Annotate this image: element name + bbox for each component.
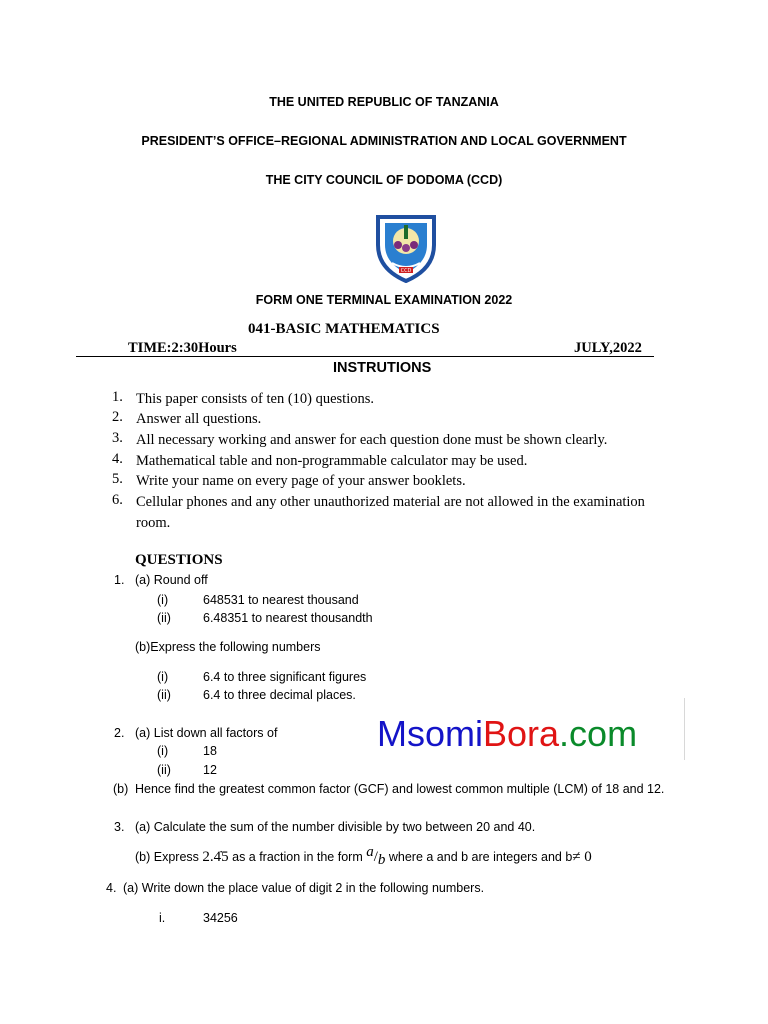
sub-item-text: 648531 to nearest thousand bbox=[203, 593, 359, 607]
instruction-text: All necessary working and answer for each question done must be shown clearly. bbox=[136, 432, 608, 448]
header-line-2: PRESIDENT’S OFFICE–REGIONAL ADMINISTRATION AND LOCAL GOVERNMENT bbox=[141, 134, 627, 148]
sub-item-text: 12 bbox=[203, 763, 217, 777]
msomibora-watermark bbox=[377, 712, 637, 764]
instructions-heading: INSTRUTIONS bbox=[333, 360, 432, 376]
fraction-numerator: a bbox=[366, 844, 374, 860]
roman-numeral: (i) bbox=[157, 744, 169, 758]
header-line-1: THE UNITED REPUBLIC OF TANZANIA bbox=[269, 95, 499, 109]
q3b-middle: as a fraction in the form bbox=[228, 850, 367, 864]
sub-item-text: 18 bbox=[203, 744, 217, 758]
question-part-label: (b) bbox=[113, 782, 129, 796]
questions-heading: QUESTIONS bbox=[135, 552, 223, 568]
not-equal-zero: ≠ 0 bbox=[572, 849, 592, 865]
logo-text: CCD bbox=[400, 268, 412, 274]
header-rule bbox=[76, 356, 654, 357]
roman-numeral: (ii) bbox=[157, 763, 171, 777]
question-part: (a) Round off bbox=[135, 573, 208, 587]
sub-item-text: 6.48351 to nearest thousandth bbox=[203, 611, 373, 625]
question-part: (a) Write down the place value of digit 2 in the following numbers. bbox=[123, 881, 485, 895]
question-part: (a) Calculate the sum of the number divisible by two between 20 and 40. bbox=[135, 820, 536, 834]
watermark-part-1: Msomi bbox=[377, 713, 483, 754]
exam-date: JULY,2022 bbox=[574, 340, 642, 356]
watermark-part-3: .com bbox=[559, 713, 638, 754]
question-number: 3. bbox=[114, 820, 125, 834]
sub-item-text: 34256 bbox=[203, 911, 238, 925]
roman-numeral: (ii) bbox=[157, 611, 171, 625]
instruction-number: 6. bbox=[112, 492, 123, 508]
exam-title: FORM ONE TERMINAL EXAMINATION 2022 bbox=[255, 293, 513, 307]
roman-numeral: i. bbox=[159, 911, 166, 925]
instruction-number: 1. bbox=[112, 389, 123, 405]
instruction-text: Cellular phones and any other unauthorized material are not allowed in the examination room. bbox=[136, 494, 645, 531]
watermark-divider bbox=[684, 698, 685, 760]
question-number: 1. bbox=[114, 573, 125, 587]
instruction-number: 5. bbox=[112, 471, 123, 487]
watermark-part-2: Bora bbox=[483, 713, 560, 754]
sub-item-text: 6.4 to three decimal places. bbox=[203, 688, 356, 702]
question-part: (b)Express the following numbers bbox=[135, 640, 321, 654]
instruction-number: 3. bbox=[112, 430, 123, 446]
q3b-prefix: (b) Express bbox=[135, 850, 203, 864]
instruction-text: Answer all questions. bbox=[136, 411, 262, 427]
q3b-suffix: where a and b are integers and b bbox=[385, 850, 573, 864]
instruction-number: 4. bbox=[112, 451, 123, 467]
header-line-3: THE CITY COUNCIL OF DODOMA (CCD) bbox=[265, 173, 503, 187]
roman-numeral: (i) bbox=[157, 670, 169, 684]
instruction-text: Mathematical table and non-programmable calculator may be used. bbox=[136, 453, 528, 469]
question-number: 2. bbox=[114, 726, 125, 740]
question-part: Hence find the greatest common factor (GCF) and lowest common multiple (LCM) of 18 and 12. bbox=[135, 782, 665, 796]
question-number: 4. bbox=[106, 881, 117, 895]
instruction-text: Write your name on every page of your answer booklets. bbox=[136, 473, 466, 489]
question-part-3b bbox=[135, 844, 592, 868]
roman-numeral: (i) bbox=[157, 593, 169, 607]
recurring-decimal: 2.4̇5 bbox=[202, 849, 229, 865]
question-part: (a) List down all factors of bbox=[135, 726, 278, 740]
instruction-text: This paper consists of ten (10) questions. bbox=[136, 391, 375, 407]
instruction-number: 2. bbox=[112, 409, 123, 425]
roman-numeral: (ii) bbox=[157, 688, 171, 702]
exam-time: TIME:2:30Hours bbox=[128, 340, 237, 356]
council-logo bbox=[374, 211, 438, 283]
fraction-denominator: b bbox=[377, 852, 386, 868]
subject-title: 041-BASIC MATHEMATICS bbox=[248, 321, 440, 337]
sub-item-text: 6.4 to three significant figures bbox=[203, 670, 367, 684]
fraction-slash: / bbox=[373, 849, 378, 865]
